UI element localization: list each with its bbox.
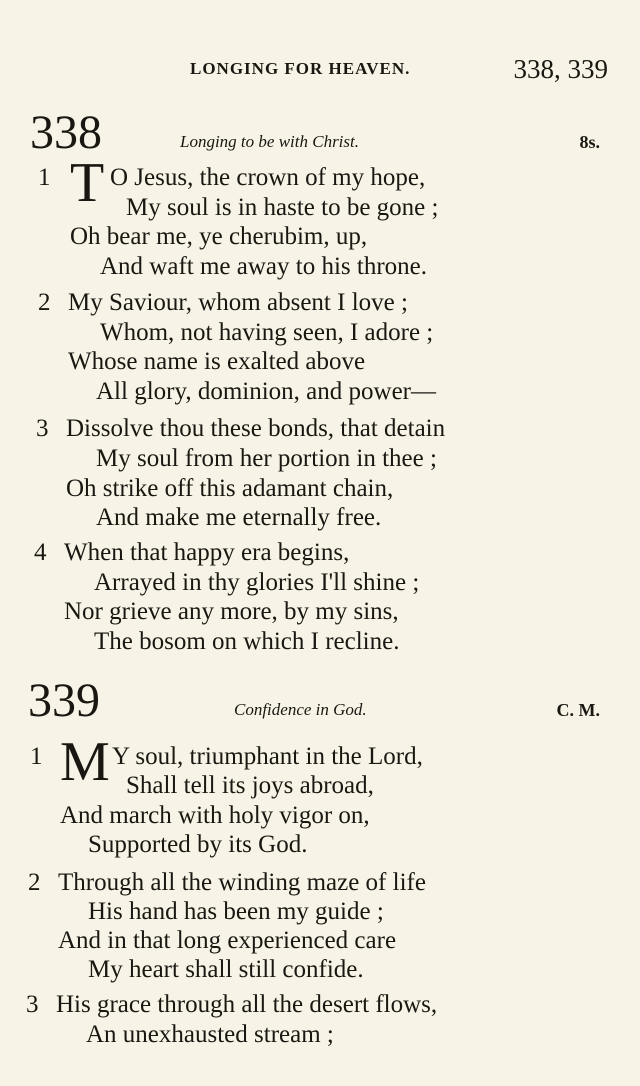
line-text: Arrayed in thy glories I'll shine ; xyxy=(94,569,420,596)
stanza-number: 2 xyxy=(38,289,51,316)
line-text: Supported by its God. xyxy=(88,831,308,858)
running-head xyxy=(0,54,640,88)
line-text: Through all the winding maze of life xyxy=(58,869,426,896)
hymn-heading xyxy=(0,676,640,726)
line-text: My Saviour, whom absent I love ; xyxy=(68,289,408,316)
line-text: Whose name is exalted above xyxy=(68,348,366,375)
stanza-number: 1 xyxy=(30,743,43,770)
stanza-number: 1 xyxy=(38,164,51,191)
line-text: Oh strike off this adamant chain, xyxy=(66,475,394,502)
line-text: O Jesus, the crown of my hope, xyxy=(110,164,426,191)
line-text: His grace through all the desert flows, xyxy=(56,991,438,1018)
line-text: My heart shall still confide. xyxy=(88,956,364,983)
line-text: My soul is in haste to be gone ; xyxy=(126,194,439,221)
stanza-number: 3 xyxy=(26,991,39,1018)
hymn-meter: 8s. xyxy=(579,132,600,152)
hymn-number: 339 xyxy=(28,674,100,727)
line-text: Y soul, triumphant in the Lord, xyxy=(112,743,423,770)
line-text: All glory, dominion, and power— xyxy=(96,378,437,405)
drop-cap: T xyxy=(70,152,105,214)
line-text: And waft me away to his throne. xyxy=(100,253,428,280)
hymn-meter: C. M. xyxy=(556,700,600,720)
page-numbers: 338, 339 xyxy=(513,54,608,84)
line-text: Oh bear me, ye cherubim, up, xyxy=(70,223,368,250)
running-title: LONGING FOR HEAVEN. xyxy=(190,59,411,78)
line-text: An unexhausted stream ; xyxy=(86,1021,334,1048)
line-text: Shall tell its joys abroad, xyxy=(126,772,374,799)
line-text: And march with holy vigor on, xyxy=(60,802,370,829)
line-text: Nor grieve any more, by my sins, xyxy=(64,598,399,625)
hymn-number: 338 xyxy=(30,106,102,159)
line-text: The bosom on which I recline. xyxy=(94,628,400,655)
line-text: His hand has been my guide ; xyxy=(88,898,384,925)
line-text: My soul from her portion in thee ; xyxy=(96,445,437,472)
stanza-number: 3 xyxy=(36,415,49,442)
stanza-number: 2 xyxy=(28,869,41,896)
line-text: And in that long experienced care xyxy=(58,927,397,954)
hymn-title: Confidence in God. xyxy=(234,700,367,719)
stanza-number: 4 xyxy=(34,539,47,566)
line-text: Whom, not having seen, I adore ; xyxy=(100,319,434,346)
hymn-title: Longing to be with Christ. xyxy=(180,132,359,151)
line-text: When that happy era begins, xyxy=(64,539,350,566)
drop-cap: M xyxy=(60,731,110,793)
line-text: And make me eternally free. xyxy=(96,504,382,531)
line-text: Dissolve thou these bonds, that detain xyxy=(66,415,446,442)
hymn-heading xyxy=(0,108,640,158)
